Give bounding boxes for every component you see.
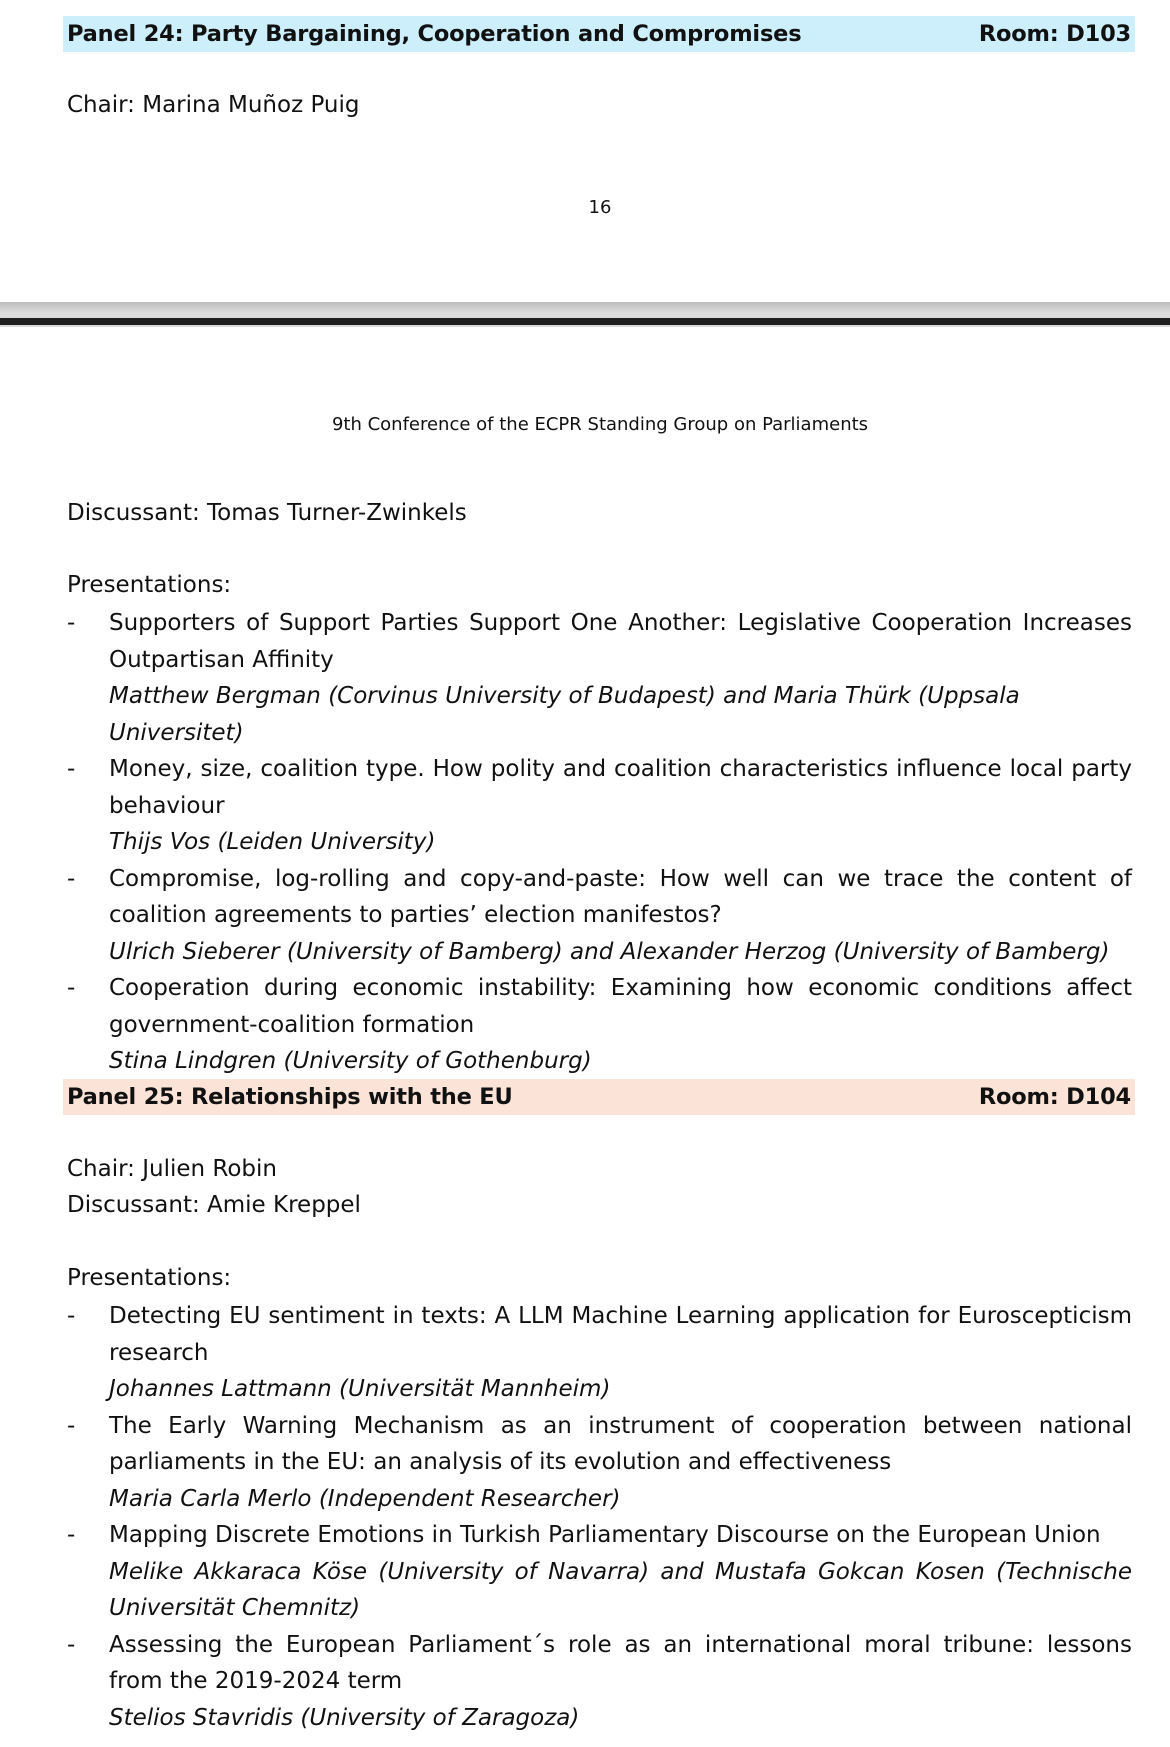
presentation-item (67, 970, 1132, 1080)
presentation-item (67, 861, 1132, 971)
panel-24-discussant: Discussant: Tomas Turner-Zwinkels (67, 500, 467, 526)
presentation-title: Compromise, log-rolling and copy-and-paste: How well can we trace the content of coalition agreements to parties’ election manifestos? (109, 865, 1132, 928)
page-separator-line (0, 318, 1170, 325)
bullet-dash: - (67, 975, 76, 1001)
presentation-title: Cooperation during economic instability: Examining how economic conditions affect government-coalition formation (109, 975, 1132, 1038)
bullet-dash: - (67, 610, 76, 636)
presentation-item (67, 605, 1132, 751)
running-header: 9th Conference of the ECPR Standing Group on Parliaments (331, 414, 869, 435)
presentation-title: Supporters of Support Parties Support One Another: Legislative Cooperation Increases Outpartisan Affinity (109, 610, 1132, 673)
page-16-bottom (0, 0, 1170, 302)
panel-25-presentations (67, 1298, 1132, 1736)
presentation-authors: Maria Carla Merlo (Independent Researcher) (109, 1485, 621, 1512)
presentations-label: Presentations: (67, 1265, 232, 1291)
panel-25-discussant: Discussant: Amie Kreppel (67, 1192, 361, 1218)
presentation-item (67, 1517, 1132, 1627)
bullet-dash: - (67, 1631, 76, 1658)
bullet-dash: - (67, 1412, 76, 1439)
panel-25-chair: Chair: Julien Robin (67, 1156, 277, 1182)
bullet-dash: - (67, 756, 76, 782)
panel-25-header (63, 1079, 1135, 1115)
bullet-dash: - (67, 865, 76, 892)
page-number: 16 (588, 197, 612, 218)
panel-24-presentations (67, 605, 1132, 1080)
presentation-authors: Stelios Stavridis (University of Zaragoza) (109, 1704, 580, 1731)
presentations-label: Presentations: (67, 572, 232, 598)
presentation-authors: Matthew Bergman (Corvinus University of Budapest) and Maria Thürk (Uppsala Universitet) (109, 683, 1020, 746)
presentation-item (67, 751, 1132, 861)
presentation-title: Detecting EU sentiment in texts: A LLM Machine Learning application for Euroscepticism research (109, 1303, 1132, 1366)
panel-25-room: Room: D104 (978, 1084, 1131, 1110)
presentation-authors: Melike Akkaraca Köse (University of Navarra) and Mustafa Gokcan Kosen (Technische Universität Chemnitz) (109, 1558, 1132, 1621)
panel-24-header (63, 16, 1135, 52)
presentation-item (67, 1408, 1132, 1518)
presentation-item (67, 1298, 1132, 1408)
presentation-authors: Thijs Vos (Leiden University) (109, 829, 436, 855)
presentation-title: Assessing the European Parliament´s role as an international moral tribune: lessons from the 2019-2024 term (109, 1631, 1132, 1694)
presentation-authors: Johannes Lattmann (Universität Mannheim) (109, 1376, 611, 1402)
panel-24-title: Panel 24: Party Bargaining, Cooperation and Compromises (67, 21, 802, 47)
panel-25-title: Panel 25: Relationships with the EU (67, 1084, 513, 1110)
panel-24-chair: Chair: Marina Muñoz Puig (67, 92, 360, 118)
bullet-dash: - (67, 1303, 76, 1329)
presentation-title: Money, size, coalition type. How polity and coalition characteristics influence local party behaviour (109, 756, 1132, 819)
presentation-item (67, 1627, 1132, 1737)
presentation-authors: Stina Lindgren (University of Gothenburg) (109, 1048, 592, 1074)
page-separator (0, 302, 1170, 327)
presentation-title: The Early Warning Mechanism as an instrument of cooperation between national parliaments in the EU: an analysis of its evolution and effectiveness (109, 1412, 1132, 1475)
presentation-authors: Ulrich Sieberer (University of Bamberg) and Alexander Herzog (University of Bamberg) (109, 938, 1110, 965)
presentation-title: Mapping Discrete Emotions in Turkish Parliamentary Discourse on the European Union (109, 1522, 1101, 1548)
bullet-dash: - (67, 1522, 76, 1548)
panel-24-room: Room: D103 (978, 21, 1131, 47)
